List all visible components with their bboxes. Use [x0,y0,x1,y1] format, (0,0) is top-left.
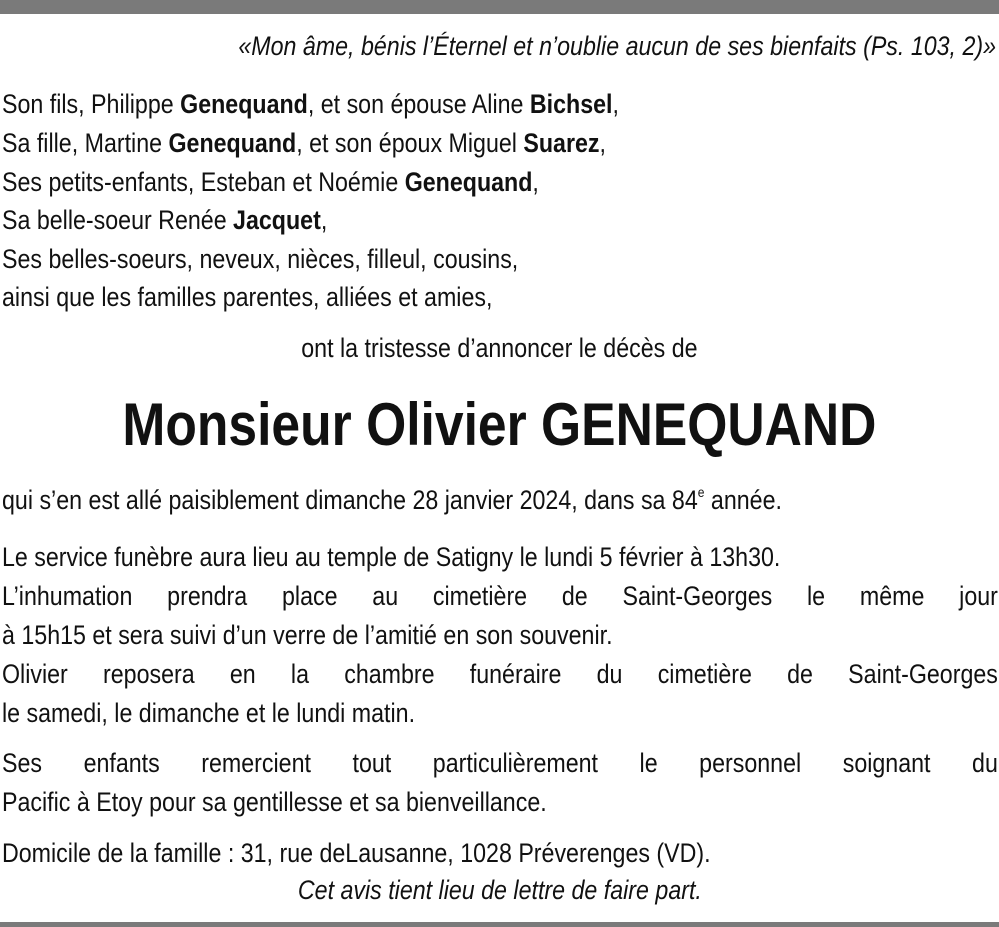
family-text: Ses belles-soeurs, neveux, nièces, filleul, cousins, [2,244,519,274]
family-surname: Suarez [523,128,600,158]
announce-text: ont la tristesse d’annoncer le décès de [301,333,698,363]
deceased-name [0,390,999,460]
service-text: Le service funèbre aura lieu au temple de Satigny le lundi 5 février à 13h30. [2,542,781,572]
ordinal-suffix: e [697,484,705,500]
service-text: à 15h15 et sera suivi d’un verre de l’amitié en son souvenir. [2,620,613,650]
thanks-line-1 [2,745,998,781]
family-text: Son fils, Philippe [2,89,181,119]
deceased-name-text: Monsieur Olivier GENEQUAND [122,391,877,458]
bottom-rule [0,922,999,927]
family-line-1 [2,86,859,122]
service-line-5 [2,695,859,731]
family-line-5 [2,241,859,277]
family-text: Sa fille, Martine [2,128,169,158]
family-line-6 [2,279,859,315]
service-line-4 [2,656,998,692]
family-text: Sa belle-soeur Renée [2,205,234,235]
family-line-2 [2,125,859,161]
top-rule [0,0,999,14]
thanks-text: Pacific à Etoy pour sa gentillesse et sa bienveillance. [2,787,547,817]
service-line-1 [2,539,859,575]
family-text: , [599,128,607,158]
closing-line [0,872,999,908]
family-surname: Genequand [180,89,308,119]
family-surname: Jacquet [233,205,321,235]
family-surname: Bichsel [529,89,613,119]
family-text: , [612,89,619,119]
service-line-3 [2,617,859,653]
domicile-text: Domicile de la famille : 31, rue deLausanne, 1028 Préverenges (VD). [2,838,711,868]
passed-line [2,482,859,518]
family-text: , [320,205,328,235]
family-text: Ses petits-enfants, Esteban et Noémie [2,167,405,197]
family-line-4 [2,202,859,238]
family-text: , et son époux Miguel [296,128,524,158]
passed-end: année. [704,485,782,515]
announce-line [0,330,999,366]
family-text: , et son épouse Aline [307,89,530,119]
family-surname: Genequand [168,128,297,158]
family-text: ainsi que les familles parentes, alliées et amies, [2,282,493,312]
thanks-line-2 [2,784,859,820]
epigraph-text: «Mon âme, bénis l’Éternel et n’oublie aucun de ses bienfaits (Ps. 103, 2)» [238,31,996,61]
family-surname: Genequand [404,167,533,197]
domicile-line [2,835,859,871]
epigraph [0,28,996,64]
service-text: L’inhumation prendra place au cimetière de Saint-Georges le même jour [2,581,998,611]
service-text: Olivier reposera en la chambre funéraire du cimetière de Saint-Georges [2,659,998,689]
family-text: , [532,167,539,197]
thanks-text: Ses enfants remercient tout particulièrement le personnel soignant du [2,748,998,778]
service-line-2 [2,578,998,614]
family-line-3 [2,164,859,200]
closing-text: Cet avis tient lieu de lettre de faire part. [297,875,702,905]
passed-text: qui s’en est allé paisiblement dimanche 28 janvier 2024, dans sa 84 [2,485,698,515]
service-text: le samedi, le dimanche et le lundi matin. [2,698,416,728]
